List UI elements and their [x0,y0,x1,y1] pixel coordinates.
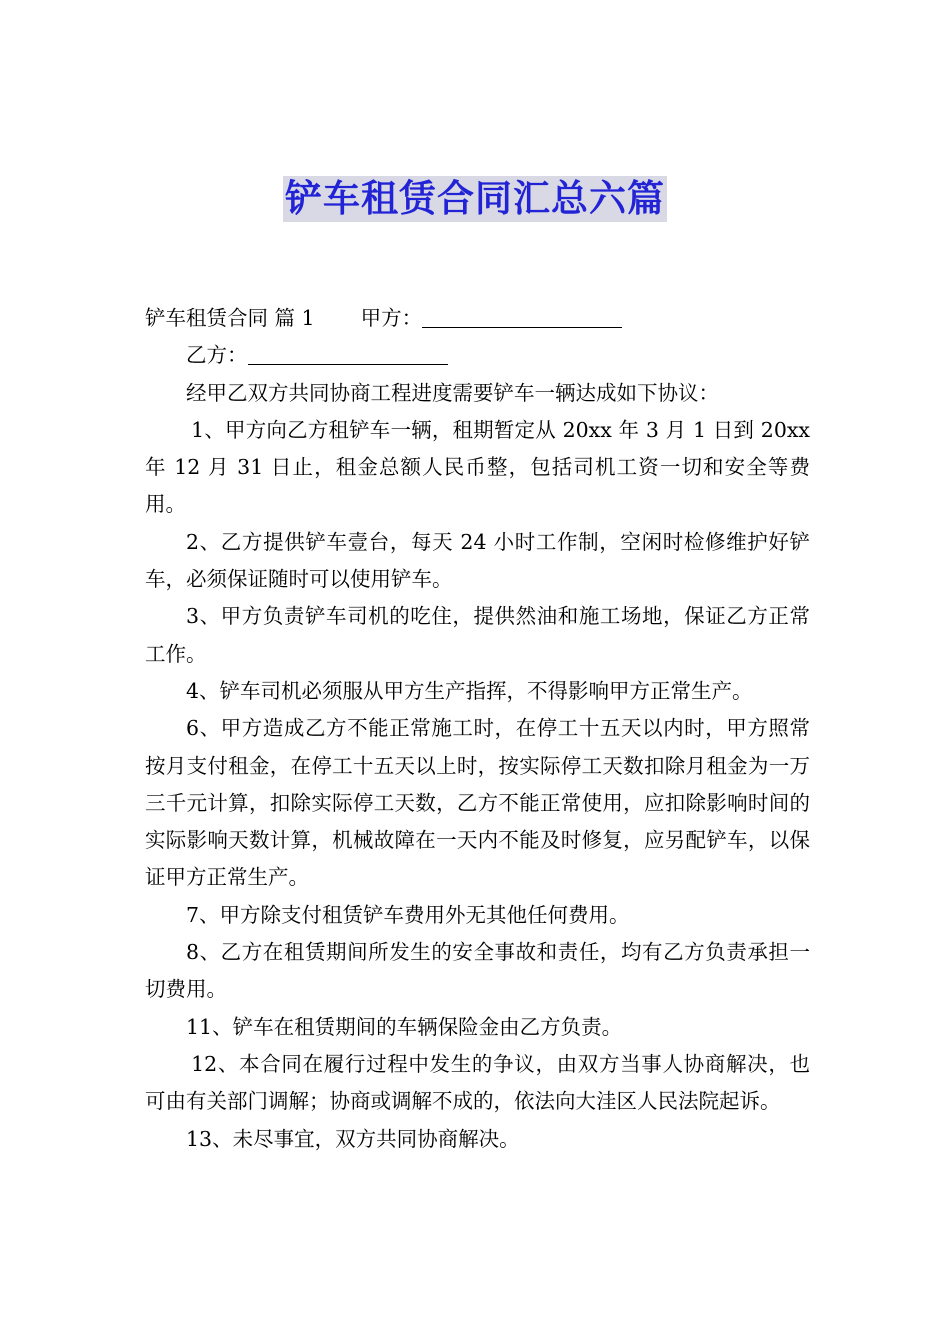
clause-1: 1、甲方向乙方租铲车一辆，租期暂定从 20xx 年 3 月 1 日到 20xx 年 12 月 31 日止，租金总额人民币整，包括司机工资一切和安全等费用。 [145,417,810,517]
document-body [145,300,810,1158]
header-line [145,300,810,337]
clause-2: 2、乙方提供铲车壹台，每天 24 小时工作制，空闲时检修维护好铲车，必须保证随时可以使用铲车。 [145,529,810,592]
party-a-blank [422,303,622,328]
clause-12: 12、本合同在履行过程中发生的争议，由双方当事人协商解决，也可由有关部门调解；协商或调解不成的，依法向大洼区人民法院起诉。 [145,1051,810,1114]
clause-7: 7、甲方除支付租赁铲车费用外无其他任何费用。 [186,902,630,927]
title-wrap [0,176,950,222]
document-title: 铲车租赁合同汇总六篇 [285,177,665,220]
clause-3: 3、甲方负责铲车司机的吃住，提供然油和施工场地，保证乙方正常工作。 [145,604,810,666]
party-b-label: 乙方： [186,343,248,368]
party-b-blank [248,340,448,365]
clause-11: 11、铲车在租赁期间的车辆保险金由乙方负责。 [186,1014,623,1039]
clause-13: 13、未尽事宜，双方共同协商解决。 [186,1126,520,1151]
clause-6: 6、甲方造成乙方不能正常施工时，在停工十五天以内时，甲方照常按月支付租金，在停工十五天以上时，按实际停工天数扣除月租金为一万三千元计算，扣除实际停工天数，乙方不能正常使用，应扣除影响时间的实际影响天数计算，机械故障在一天内不能及时修复，应另配铲车，以保证甲方正常生产。 [145,716,810,890]
party-b-line [145,337,810,374]
party-a-label: 甲方： [360,306,423,330]
paragraph-intro: 经甲乙双方共同协商工程进度需要铲车一辆达成如下协议： [186,380,719,405]
clause-8: 8、乙方在租赁期间所发生的安全事故和责任，均有乙方负责承担一切费用。 [145,940,810,1002]
clause-4: 4、铲车司机必须服从甲方生产指挥，不得影响甲方正常生产。 [186,678,753,703]
contract-heading: 铲车租赁合同 篇 1 [145,306,315,330]
